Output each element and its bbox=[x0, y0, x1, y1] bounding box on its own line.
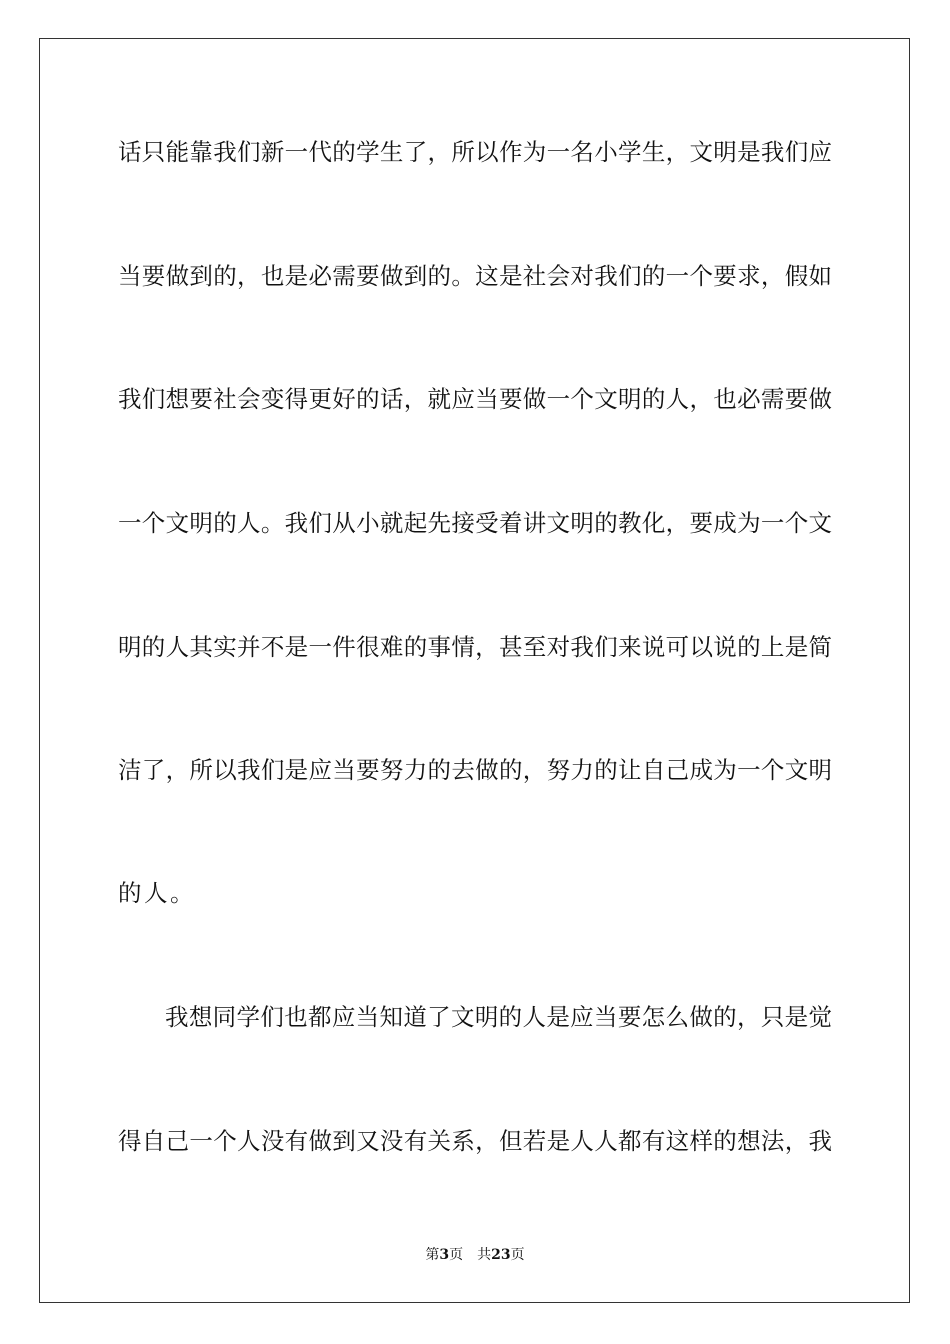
body-line-5: 明的人其实并不是一件很难的事情，甚至对我们来说可以说的上是简 bbox=[118, 633, 832, 661]
total-pages: 23 bbox=[491, 1247, 511, 1263]
page-frame bbox=[39, 38, 910, 1303]
body-line-9: 得自己一个人没有做到又没有关系，但若是人人都有这样的想法，我 bbox=[118, 1127, 832, 1155]
body-line-7: 的人。 bbox=[118, 879, 196, 907]
total-prefix: 共 bbox=[477, 1247, 492, 1263]
page-prefix: 第 bbox=[425, 1247, 440, 1263]
body-line-6: 洁了，所以我们是应当要努力的去做的，努力的让自己成为一个文明 bbox=[118, 756, 832, 784]
body-line-8-paragraph-start: 我想同学们也都应当知道了文明的人是应当要怎么做的，只是觉 bbox=[165, 1003, 832, 1031]
page-number: 3 bbox=[439, 1247, 450, 1263]
body-line-1: 话只能靠我们新一代的学生了，所以作为一名小学生，文明是我们应 bbox=[118, 138, 832, 166]
page-footer bbox=[0, 1245, 950, 1265]
body-line-3: 我们想要社会变得更好的话，就应当要做一个文明的人，也必需要做 bbox=[118, 385, 832, 413]
body-line-2: 当要做到的，也是必需要做到的。这是社会对我们的一个要求，假如 bbox=[118, 262, 832, 290]
total-suffix: 页 bbox=[510, 1247, 525, 1263]
body-line-4: 一个文明的人。我们从小就起先接受着讲文明的教化，要成为一个文 bbox=[118, 509, 832, 537]
page-suffix: 页 bbox=[449, 1247, 464, 1263]
